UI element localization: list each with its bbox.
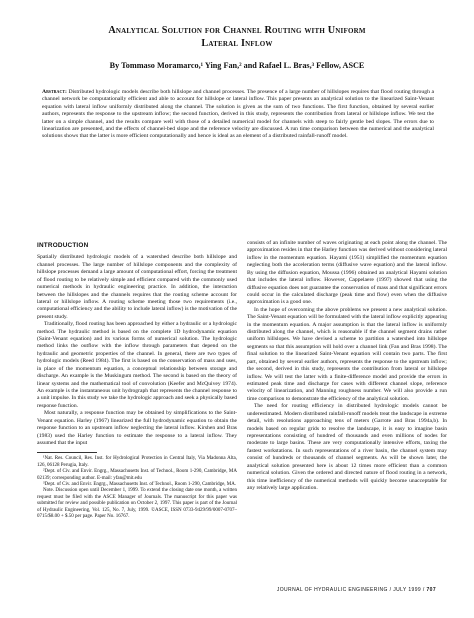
intro-paragraph-1: Spatially distributed hydrologic models of a watershed describe both hillslope and channel processes. The large number of hillslope components and the complexity of hillslope processes demand a large amount of computational effort, forcing the treatment of flood routing to be relatively simple and efficient compared with the commonly used numerical methods in hydraulic engineering practice. In addition, the interaction between the hillslopes and the channels requires that the routing scheme account for lateral or hillslope inflow. A routing scheme meeting those two requirements (i.e., computational efficiency and the ability to include lateral inflow) is the motivation of the present study. — [37, 254, 237, 320]
abstract-block — [42, 89, 434, 141]
page-footer — [277, 587, 436, 593]
author-list: By Tommaso Moramarco,¹ Ying Fan,² and Rafael L. Bras,³ Fellow, ASCE — [109, 61, 365, 70]
footnote-1: ¹Nat. Res. Council, Res. Inst. for Hydrological Protection in Central Italy, Via Madonna Alta, 126, 06128 Perugia, Italy. — [37, 456, 237, 468]
footnote-3: ³Dept. of Civ. and Envir. Engrg., Massachusetts Inst. of Technol., Room 1-290, Cambridge, MA. — [43, 482, 237, 488]
left-column — [37, 236, 237, 520]
title-line-2: Lateral Inflow — [201, 38, 273, 49]
title-line-1: Analytical Solution for Channel Routing with Uniform — [108, 25, 366, 36]
page-number: 707 — [426, 587, 436, 593]
footnote-note: Note. Discussion open until December 1, 1999. To extend the closing date one month, a written request must be filed with the ASCE Manager of Journals. The manuscript for this paper was submitted for review and possible publication on October 2, 1997. This paper is part of the Journal of Hydraulic Engineering, Vol. 125, No. 7, July, 1999. ©ASCE, ISSN 0733-9429/99/0007-0707–0715/$8.00 + $.50 per page. Paper No. 16767. — [37, 488, 237, 520]
journal-footer-label: JOURNAL OF HYDRAULIC ENGINEERING / JULY 1999 / — [276, 587, 425, 593]
intro-paragraph-3: Most naturally, a response function may be obtained by simplifications to the Saint-Venant equation. Harley (1967) linearized the full hydrodynamic equation to obtain the response function to an upstream inflow neglecting the lateral inflow. Kirshen and Bras (1983) used the Harley function to estimate the response to a lateral inflow. They assumed that the input — [37, 410, 237, 446]
intro-paragraph-2: Traditionally, flood routing has been approached by either a hydraulic or a hydrologic method. The hydraulic method is based on the complete 1D hydrodynamic equation (Saint-Venant equation) and its various forms of numerical solution. The hydrologic method links the outflow with the inflow through parameters that depend on the hydraulic and geometric properties of the channel. In general, there are two types of hydrologic models (Reed 1984). The first is based on the conservation of mass and uses, in place of the momentum equation, a conceptual relationship between storage and discharge. An example is the Muskingum method. The second is based on the theory of linear systems and the mathematical tool of convolution (Keefer and McQuivey 1974). An example is the instantaneous unit hydrograph that represents the channel response to a unit impulse. In this study we take the hydrologic approach and seek a physically based response function. — [37, 321, 237, 409]
right-column — [247, 240, 447, 492]
section-heading-introduction: INTRODUCTION — [37, 242, 89, 249]
footnotes — [37, 456, 237, 520]
right-paragraph-2: In the hope of overcoming the above problems we present a new analytical solution. The Saint-Venant equation will be formulated with the lateral inflow explicitly appearing in the momentum equation. A major assumption is that the lateral inflow is uniformly distributed along the channel, which is reasonable if the channel segment drains rather uniform hillslopes. We have devised a scheme to partition a watershed into hillslope segments so that this assumption will hold over a channel link (Fan and Bras 1998). The final solution to the linearized Saint-Venant equation will contain two parts. The first part, obtained by several earlier authors, represents the response to the upstream inflow; the second, derived in this study, represents the contribution from lateral or hillslope inflow. We will test the latter with a finite-difference model and provide the errors in estimated peak time and discharge for cases with different channel slope, reference velocity of linearization, and Manning roughness number. We will also provide a run time comparison to demonstrate the efficiency of the analytical solution. — [247, 306, 447, 402]
abstract-label: Abstract: — [42, 89, 67, 95]
footnote-divider — [37, 452, 97, 453]
footnote-2: ²Dept. of Civ. and Envir. Engrg., Massachusetts Inst. of Technol., Room 1-290, Cambridge, MA 02139; corresponding author. E-mail: yfan@mit.edu — [37, 469, 237, 481]
abstract-text: Distributed hydrologic models describe both hillslope and channel processes. The presence of a large number of hillslopes requires that flood routing through a channel network be computationally efficient and able to account for hillslope or lateral inflow. This paper presents an analytical solution to the linearized Saint-Venant equation with lateral inflow uniformly distributed along the channel. The solution is given as the sum of two functions. The first function, obtained by several earlier authors, represents the response to the upstream inflow; the second function, derived in this study, represents the contribution from lateral or hillslope inflow. We test the latter on a simple channel, and the results compare well with those of a detailed numerical model for channels with steep to fairly gentle bed slopes. The errors due to linearization are presented, and the effects of channel-bed slope and the reference velocity are discussed. A run time comparison between the numerical and the analytical solutions shows that the latter is more efficient computationally and hence is ideal as an element of a distributed rainfall-runoff model. — [42, 89, 435, 140]
right-paragraph-1: consists of an infinite number of waves originating at each point along the channel. The approximation resides in that the Harley function was derived without considering lateral inflow in the momentum equation. Hayami (1951) simplified the momentum equation neglecting both the acceleration terms (diffusive wave equation) and the lateral inflow. By using the diffusion equation, Moussa (1996) obtained an analytical Hayami solution that includes the lateral inflow. However, Cappelaere (1997) showed that using the diffusive equation does not guarantee the conservation of mass and that significant errors could occur in the calculated discharge (peak time and flow) even when the diffusive approximation is a good one. — [247, 240, 447, 306]
right-paragraph-3: The need for routing efficiency in distributed hydrologic models cannot be underestimated. Modern distributed rainfall-runoff models treat the landscape in extreme detail, with resolutions approaching tens of meters (Garrote and Bras 1994a,b). In models based on regular grids to resolve the landscape, it is easy to imagine basin representations consisting of hundred of thousands and even millions of nodes for moderate to large basins. These are very computationally intensive efforts, taxing the fastest workstations. In such representations of a river basin, the channel system may consist of hundreds or thousands of channel segments. As will be shown later, the analytical solution presented here is about 12 times more efficient than a common numerical solution. Given the ordered and directed nature of flood routing in a network, this time inefficiency of the numerical methods will quickly become unacceptable for any relatively large application. — [247, 403, 447, 491]
paper-title — [20, 24, 454, 50]
